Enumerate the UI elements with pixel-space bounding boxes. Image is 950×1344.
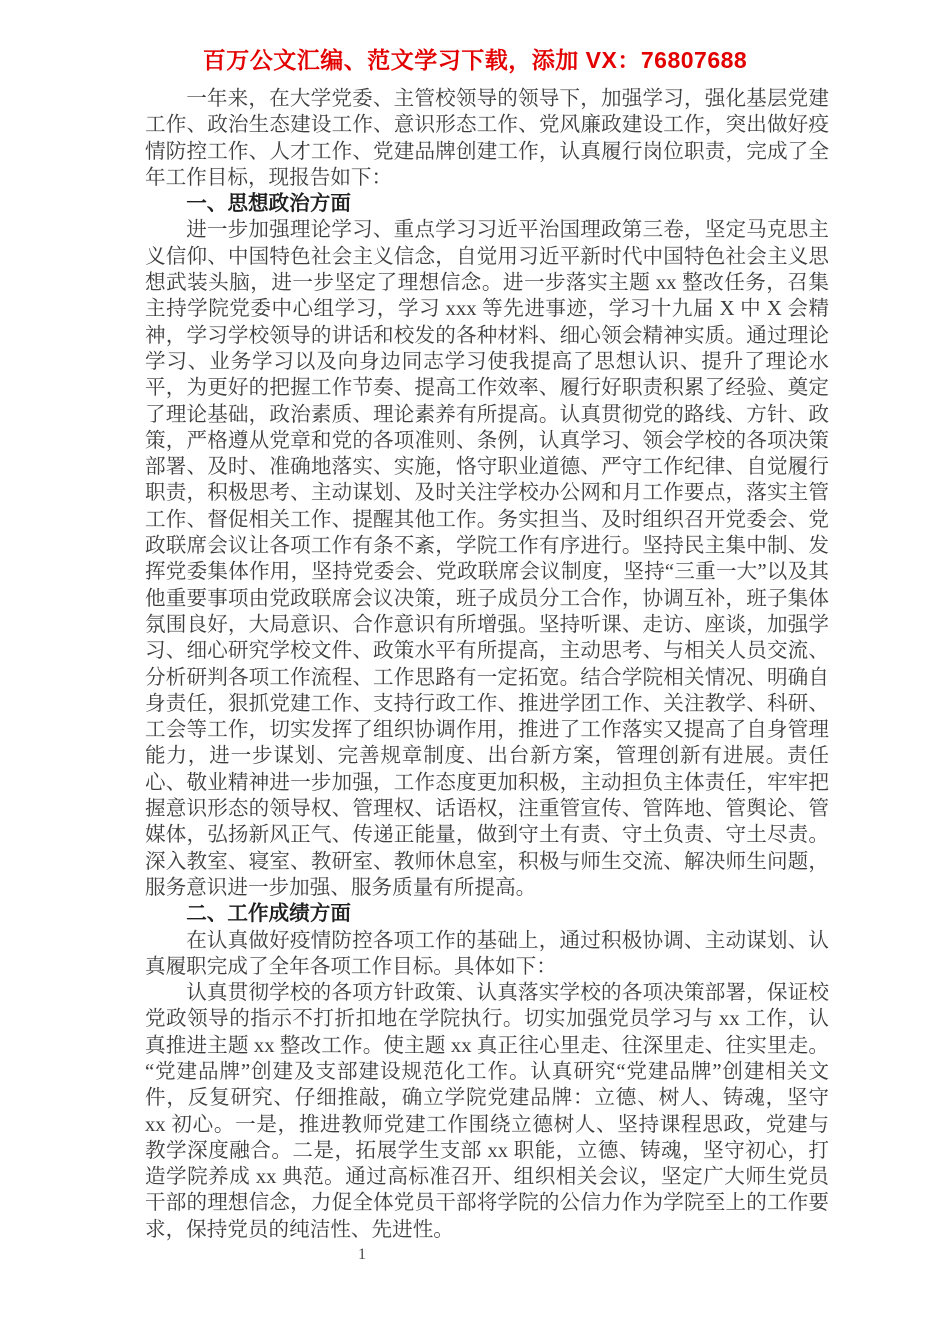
section-heading: 二、工作成绩方面 bbox=[186, 902, 351, 926]
body-paragraph: 进一步加强理论学习、重点学习习近平治国理政第三卷，坚定马克思主义信仰、中国特色社会主义信念，自觉用习近平新时代中国特色社会主义思想武装头脑，进一步坚定了理想信念。进一步落实主题 xx 整改任务，召集主持学院党委中心组学习，学习 xxx 等先进事迹，学习十九届 X 中 X 会精神，学习学校领导的讲话和校发的各种材料、细心领会精神实质。通过理论学习、业务学习以及向身边同志学习使我提高了思想认识、提升了理论水平，为更好的把握工作节奏、提高工作效率、履行好职责积累了经验、奠定了理论基础，政治素质、理论素养有所提高。认真贯彻党的路线、方针、政策，严格遵从党章和党的各项准则、条例，认真学习、领会学校的各项决策部署、及时、准确地落实、实施，恪守职业道德、严守工作纪律、自觉履行职责，积极思考、主动谋划、及时关注学校办公网和月工作要点，落实主管工作、督促相关工作、提醒其他工作。务实担当、及时组织召开党委会、党政联席会议让各项工作有条不紊，学院工作有序进行。坚持民主集中制、发挥党委集体作用，坚持党委会、党政联席会议制度，坚持“三重一大”以及其他重要事项由党政联席会议决策，班子成员分工合作，协调互补，班子集体氛围良好，大局意识、合作意识有所增强。坚持听课、走访、座谈，加强学习、细心研究学校文件、政策水平有所提高，主动思考、与相关人员交流、分析研判各项工作流程、工作思路有一定拓宽。结合学院相关情况、明确自身责任，狠抓党建工作、支持行政工作、推进学团工作、关注教学、科研、工会等工作，切实发挥了组织协调作用，推进了工作落实又提高了自身管理能力，进一步谋划、完善规章制度、出台新方案，管理创新有进展。责任心、敬业精神进一步加强，工作态度更加积极，主动担负主体责任，牢牢把握意识形态的领导权、管理权、话语权，注重管宣传、管阵地、管舆论、管媒体，弘扬新风正气、传递正能量，做到守土有责、守土负责、守土尽责。深入教室、寝室、教研室、教师休息室，积极与师生交流、解决师生问题，服务意识进一步加强、服务质量有所提高。 bbox=[145, 219, 829, 899]
body-paragraph: 一年来，在大学党委、主管校领导的领导下，加强学习，强化基层党建工作、政治生态建设工作、意识形态工作、党风廉政建设工作，突出做好疫情防控工作、人才工作、党建品牌创建工作，认真履行岗位职责，完成了全年工作目标，现报告如下： bbox=[145, 88, 829, 189]
body-paragraph: 在认真做好疫情防控各项工作的基础上，通过积极协调、主动谋划、认真履职完成了全年各项工作目标。具体如下： bbox=[145, 929, 829, 978]
page-number: 1 bbox=[358, 1246, 366, 1263]
document-body bbox=[145, 86, 829, 1243]
section-heading: 一、思想政治方面 bbox=[186, 192, 351, 216]
body-paragraph: 认真贯彻学校的各项方针政策、认真落实学校的各项决策部署，保证校党政领导的指示不打折扣地在学院执行。切实加强党员学习与 xx 工作，认真推进主题 xx 整改工作。使主题 xx 真正往心里走、往深里走、往实里走。“党建品牌”创建及支部建设规范化工作。认真研究“党建品牌”创建相关文件，反复研究、仔细推敲，确立学院党建品牌：立德、树人、铸魂，坚守 xx 初心。一是，推进教师党建工作围绕立德树人、坚持课程思政，党建与教学深度融合。二是，拓展学生支部 xx 职能，立德、铸魂，坚守初心，打造学院养成 xx 典范。通过高标准召开、组织相关会议，坚定广大师生党员干部的理想信念，力促全体党员干部将学院的公信力作为学院至上的工作要求，保持党员的纯洁性、先进性。 bbox=[145, 982, 829, 1241]
watermark-header: 百万公文汇编、范文学习下载，添加 VX：76807688 bbox=[202, 47, 748, 73]
